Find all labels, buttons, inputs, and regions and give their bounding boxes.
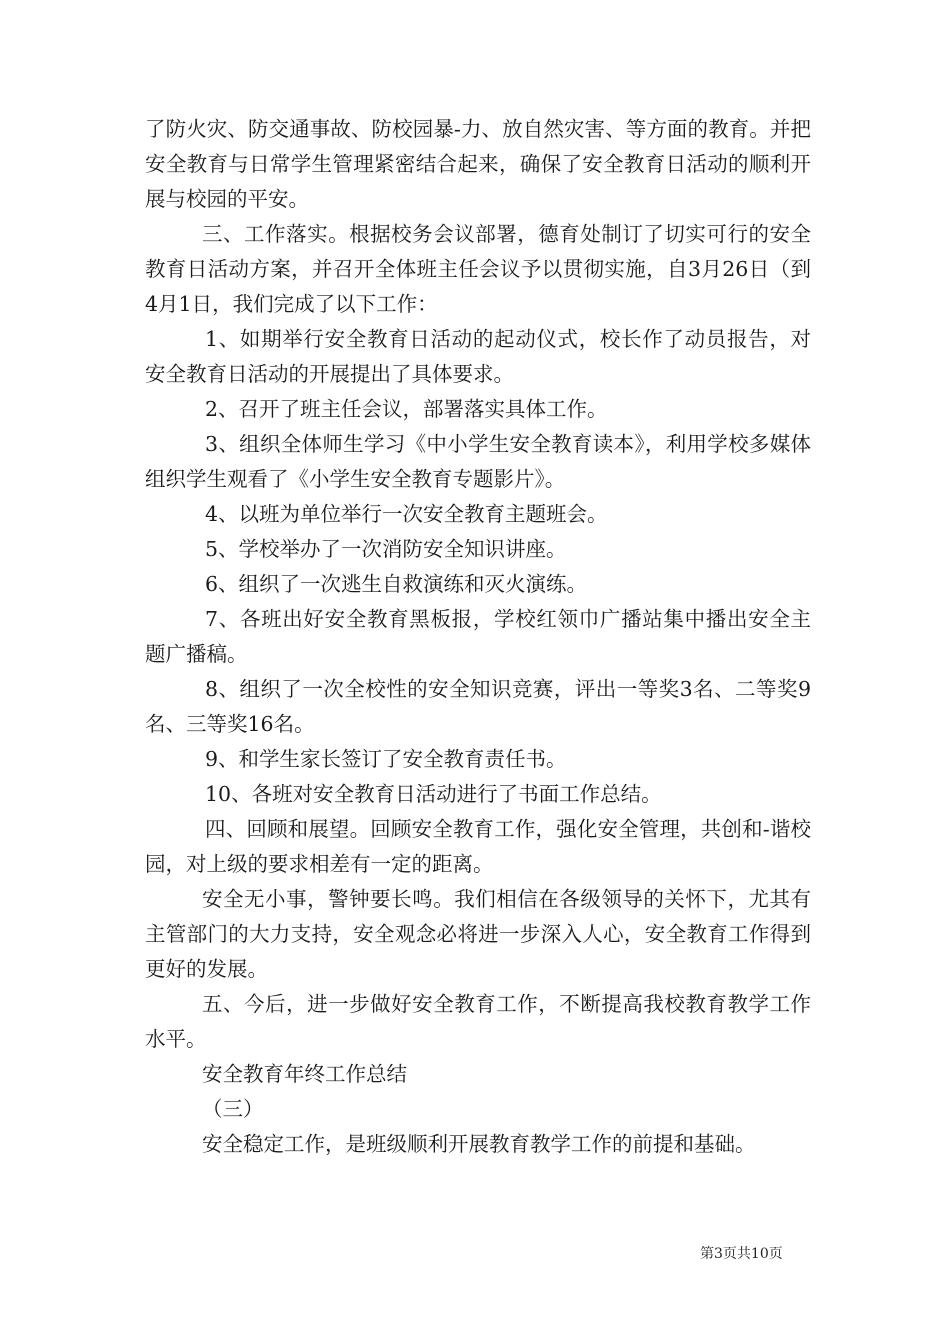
document-body: [145, 112, 811, 1162]
paragraph-section-four: 四、回顾和展望。回顾安全教育工作，强化安全管理，共创和-谐校园，对上级的要求相差有一定的距离。: [145, 817, 811, 876]
list-item-5: 5、学校举办了一次消防安全知识讲座。: [205, 537, 567, 561]
paragraph-safety-outlook: 安全无小事，警钟要长鸣。我们相信在各级领导的关怀下，尤其有主管部门的大力支持，安全观念必将进一步深入人心，安全教育工作得到更好的发展。: [145, 887, 811, 981]
list-item-3: 3、组织全体师生学习《中小学生安全教育读本》，利用学校多媒体组织学生观看了《小学生安全教育专题影片》。: [145, 432, 811, 491]
paragraph-section-three: 三、工作落实。根据校务会议部署，德育处制订了切实可行的安全教育日活动方案，并召开全体班主任会议予以贯彻实施，自3月26日（到4月1日，我们完成了以下工作：: [145, 222, 811, 316]
page-number: 第3页共10页: [700, 1246, 783, 1262]
paragraph-stability: 安全稳定工作，是班级顺利开展教育教学工作的前提和基础。: [202, 1132, 756, 1156]
paragraph-section-five: 五、今后，进一步做好安全教育工作，不断提高我校教育教学工作水平。: [145, 992, 811, 1051]
list-item-7: 7、各班出好安全教育黑板报，学校红领巾广播站集中播出安全主题广播稿。: [145, 607, 811, 666]
section-number: （三）: [202, 1097, 264, 1121]
list-item-1: 1、如期举行安全教育日活动的起动仪式，校长作了动员报告，对安全教育日活动的开展提出了具体要求。: [145, 327, 811, 386]
section-heading: 安全教育年终工作总结: [202, 1062, 407, 1086]
list-item-9: 9、和学生家长签订了安全教育责任书。: [205, 747, 567, 771]
list-item-2: 2、召开了班主任会议，部署落实具体工作。: [205, 397, 608, 421]
paragraph-continuation: 了防火灾、防交通事故、防校园暴-力、放自然灾害、等方面的教育。并把安全教育与日常学生管理紧密结合起来，确保了安全教育日活动的顺利开展与校园的平安。: [145, 117, 811, 211]
list-item-4: 4、以班为单位举行一次安全教育主题班会。: [205, 502, 608, 526]
list-item-10: 10、各班对安全教育日活动进行了书面工作总结。: [205, 782, 662, 806]
list-item-6: 6、组织了一次逃生自救演练和灭火演练。: [205, 572, 588, 596]
list-item-8: 8、组织了一次全校性的安全知识竞赛，评出一等奖3名、二等奖9名、三等奖16名。: [145, 677, 811, 736]
